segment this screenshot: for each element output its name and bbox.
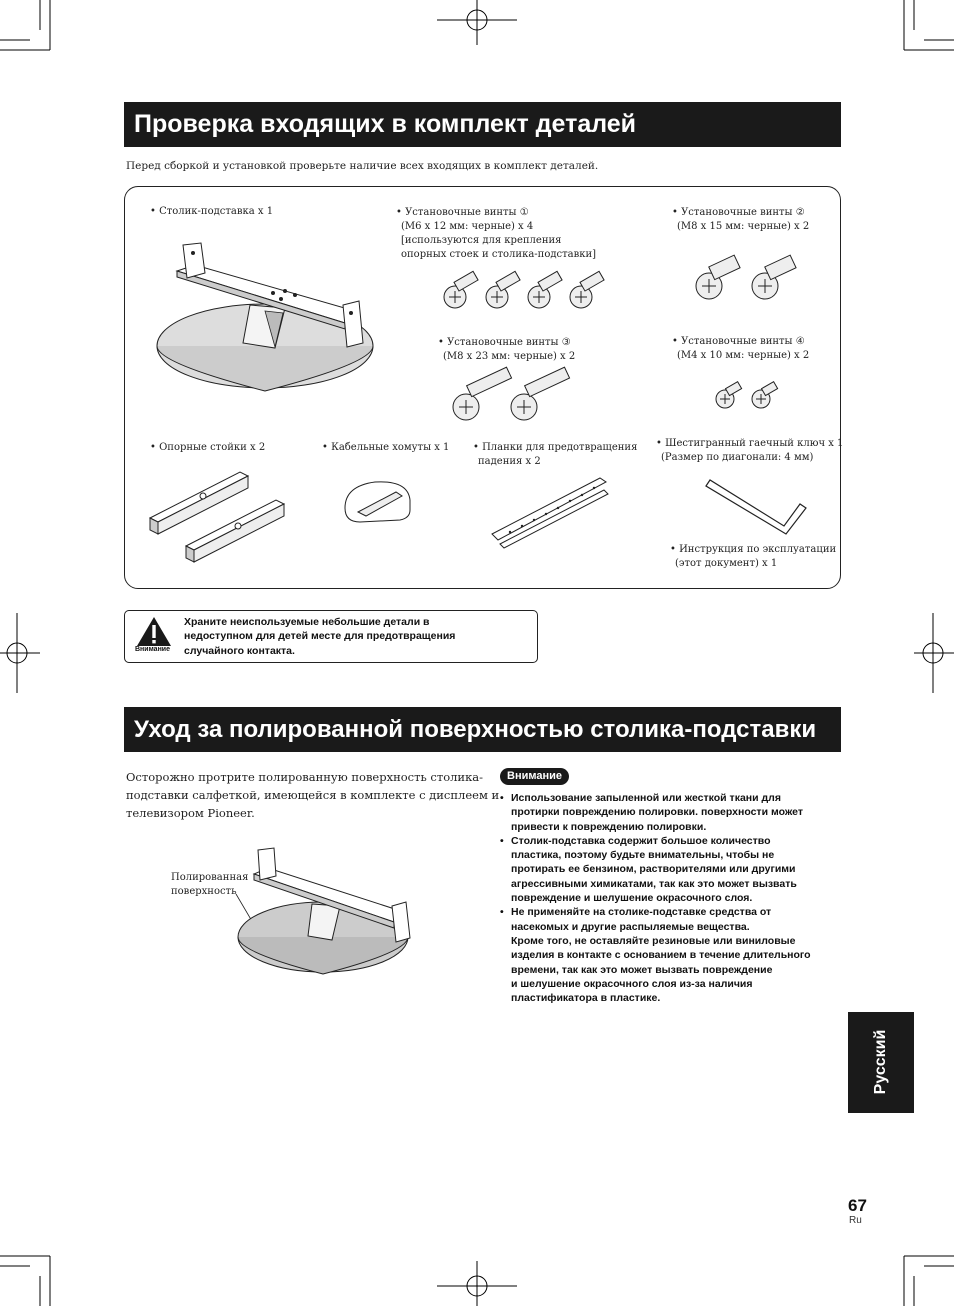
caution-bullet-3: • Не применяйте на столике-подставке средства от насекомых и другие распыляемые вещества. Кроме того, не оставляйте резиновые или виниловые изделия в контакте с основанием в течение длительного времени, так как это может вызвать повреждение и шелушение окрасочного слоя из-за наличия пластификатора в пластике. xyxy=(500,906,811,1005)
part-label-screws-4: • Установочные винты ④ (M4 x 10 мм: черные) x 2 xyxy=(672,336,810,361)
care-body: Осторожно протрите полированную поверхность столика- подставки салфеткой, имеющейся в комплекте с дисплеем и телевизором Pioneer. xyxy=(126,770,500,820)
figure-label-polished: Полированная поверхность xyxy=(171,872,249,897)
section-title-parts: Проверка входящих в комплект деталей xyxy=(124,102,841,147)
part-label-screws-1: • Установочные винты ① (M6 x 12 мм: черные) x 4 [используются для крепления опорных стоек и столика-подставки] xyxy=(396,207,597,260)
screws-4-illustration xyxy=(715,383,785,413)
part-label-screws-3: • Установочные винты ③ (M8 x 23 мм: черные) x 2 xyxy=(438,337,576,362)
part-label-screws-2: • Установочные винты ② (M8 x 15 мм: черные) x 2 xyxy=(672,207,810,232)
screws-1-illustration xyxy=(443,275,613,315)
section-title-care: Уход за полированной поверхностью столика-подставки xyxy=(124,707,841,752)
caution-badge: Внимание xyxy=(500,768,569,785)
posts-illustration xyxy=(148,468,288,558)
warning-box xyxy=(124,610,538,663)
language-side-tab xyxy=(848,1012,914,1113)
part-label-ties: • Кабельные хомуты x 1 xyxy=(322,442,450,453)
screws-2-illustration xyxy=(695,258,815,303)
parts-intro: Перед сборкой и установкой проверьте наличие всех входящих в комплект деталей. xyxy=(126,160,599,172)
screws-3-illustration xyxy=(452,375,582,425)
page-number: 67 xyxy=(848,1196,867,1215)
part-label-wrench: • Шестигранный гаечный ключ x 1 (Размер по диагонали: 4 мм) xyxy=(656,438,844,463)
caution-bullet-2: • Столик-подставка содержит большое количество пластика, поэтому будьте внимательны, чтобы не протирать ее бензином, растворителями или другими агрессивными химикатами, так как это может вызвать повреждение и шелушение окрасочного слоя. xyxy=(500,834,797,905)
ties-illustration xyxy=(340,478,420,528)
part-label-straps: • Планки для предотвращения падения x 2 xyxy=(473,442,638,467)
warning-icon-label: Внимание xyxy=(135,646,170,653)
part-label-posts: • Опорные стойки x 2 xyxy=(150,442,266,453)
warning-triangle-icon xyxy=(136,616,172,648)
part-label-stand: • Столик-подставка x 1 xyxy=(150,206,274,217)
caution-bullets xyxy=(500,791,845,1005)
stand-illustration xyxy=(155,243,385,393)
straps-illustration xyxy=(490,476,610,546)
language-side-tab-label: Русский xyxy=(872,1029,889,1095)
part-label-manual: • Инструкция по эксплуатации (этот документ) x 1 xyxy=(670,544,837,569)
caution-bullet-1: • Использование запыленной или жесткой ткани для протирки повреждению полировки. поверхности может привести к повреждению полировки. xyxy=(500,792,804,833)
polished-stand-illustration xyxy=(228,842,428,982)
page-language: Ru xyxy=(849,1215,862,1226)
wrench-illustration xyxy=(704,478,814,538)
warning-text: Храните неиспользуемые небольшие детали в недоступном для детей месте для предотвращения случайного контакта. xyxy=(184,616,456,657)
